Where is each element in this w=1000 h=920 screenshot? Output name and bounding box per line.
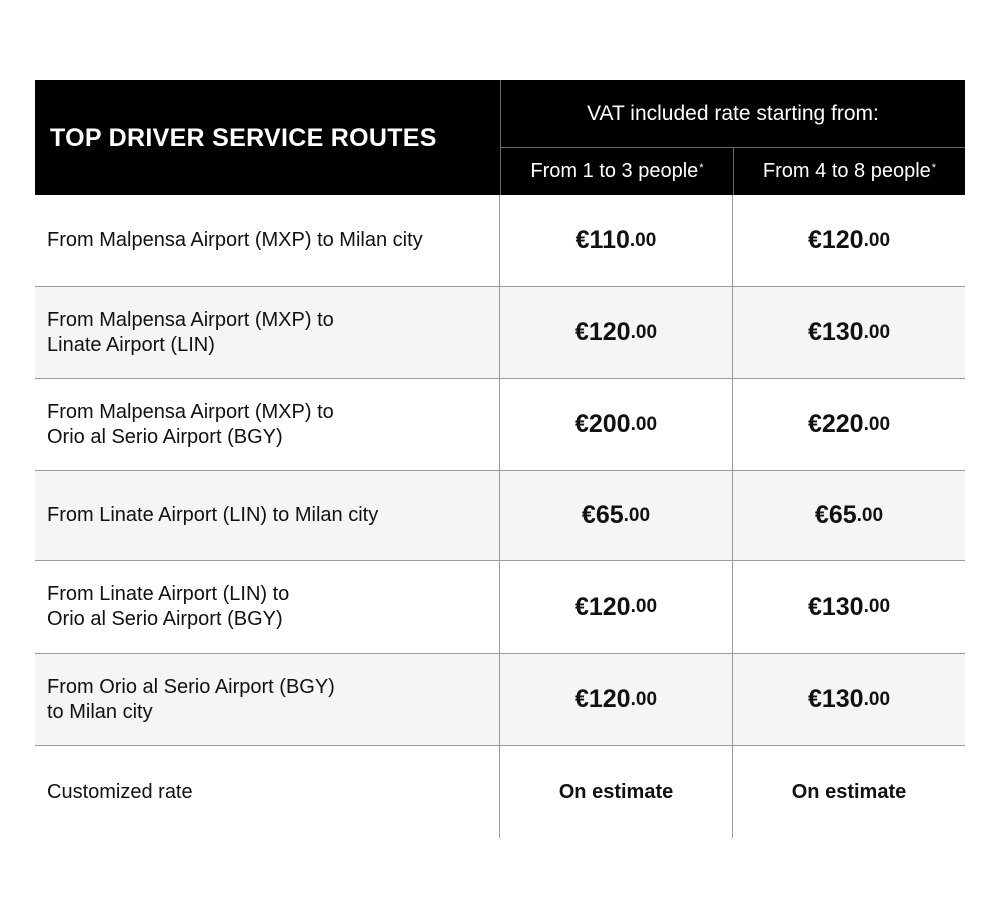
route-cell — [35, 561, 500, 653]
price-cell-1-to-3 — [500, 561, 733, 653]
price-main: €120 — [807, 226, 864, 254]
price-main: €120 — [574, 685, 631, 713]
table-row — [35, 195, 965, 287]
table-row — [35, 379, 965, 471]
route-label: From Malpensa Airport (MXP) to Milan city — [47, 229, 423, 251]
route-label: Customized rate — [47, 780, 193, 803]
price-cents: .00 — [863, 688, 891, 710]
route-cell — [35, 654, 500, 745]
price-main: €130 — [807, 592, 864, 621]
price-main: €200 — [574, 410, 631, 438]
price-cents: .00 — [630, 321, 658, 343]
table-header — [35, 80, 965, 195]
header-1-to-3-label: From 1 to 3 people — [530, 160, 699, 182]
price-main: €120 — [574, 592, 631, 621]
table-row — [35, 287, 965, 379]
price-cents: .00 — [630, 413, 658, 435]
price-cents: .00 — [863, 321, 891, 343]
passenger-headers — [501, 148, 965, 195]
price-cell-1-to-3 — [500, 287, 733, 378]
price-main: €65 — [814, 501, 857, 529]
price-cents: .00 — [863, 413, 891, 435]
table-row — [35, 654, 965, 746]
table-title: TOP DRIVER SERVICE ROUTES — [50, 124, 437, 152]
route-cell — [35, 195, 500, 286]
price-cell-4-to-8 — [733, 561, 965, 653]
price-cell-1-to-3 — [500, 654, 733, 745]
asterisk-note: * — [931, 161, 937, 174]
route-label: From Orio al Serio Airport (BGY) to Milan city — [47, 675, 335, 723]
price-table — [35, 80, 965, 838]
vat-header: VAT included rate starting from: — [501, 80, 965, 148]
price-cell-4-to-8 — [733, 287, 965, 378]
price-cell-4-to-8 — [733, 471, 965, 560]
price-main: €65 — [581, 501, 624, 529]
route-cell — [35, 379, 500, 470]
price-cell-1-to-3 — [500, 379, 733, 470]
price-main: €220 — [807, 410, 864, 438]
table-row — [35, 471, 965, 561]
price-cents: .00 — [856, 504, 884, 526]
price-cell-4-to-8 — [733, 379, 965, 470]
header-4-to-8-label: From 4 to 8 people — [762, 160, 931, 182]
price-cents: .00 — [629, 229, 657, 251]
route-label: From Linate Airport (LIN) to Orio al Serio Airport (BGY) — [47, 583, 290, 630]
route-cell — [35, 471, 500, 560]
route-cell — [35, 746, 500, 838]
price-cell-1-to-3 — [500, 195, 733, 286]
asterisk-note: * — [699, 161, 704, 174]
table-row — [35, 561, 965, 654]
price-main: €110 — [575, 226, 630, 254]
estimate-label: On estimate — [791, 780, 907, 803]
price-cell-4-to-8 — [733, 195, 965, 286]
price-main: €120 — [574, 318, 631, 346]
route-cell — [35, 287, 500, 378]
price-cents: .00 — [630, 688, 658, 710]
price-cell-4-to-8 — [733, 746, 965, 838]
header-4-to-8-people — [734, 148, 965, 195]
route-label: From Malpensa Airport (MXP) to Orio al Serio Airport (BGY) — [47, 400, 334, 448]
route-label: From Linate Airport (LIN) to Milan city — [47, 504, 379, 526]
rate-header-group — [500, 80, 965, 195]
price-cell-1-to-3 — [500, 471, 733, 560]
price-cents: .00 — [863, 596, 891, 617]
price-cell-4-to-8 — [733, 654, 965, 745]
price-cents: .00 — [863, 229, 891, 251]
price-cents: .00 — [623, 504, 651, 526]
price-main: €130 — [807, 685, 864, 713]
header-1-to-3-people — [501, 148, 734, 195]
estimate-label: On estimate — [558, 780, 674, 803]
route-label: From Malpensa Airport (MXP) to Linate Airport (LIN) — [47, 308, 334, 356]
price-cents: .00 — [630, 596, 658, 617]
table-row-customized — [35, 746, 965, 838]
price-cell-1-to-3 — [500, 746, 733, 838]
price-main: €130 — [807, 318, 864, 346]
